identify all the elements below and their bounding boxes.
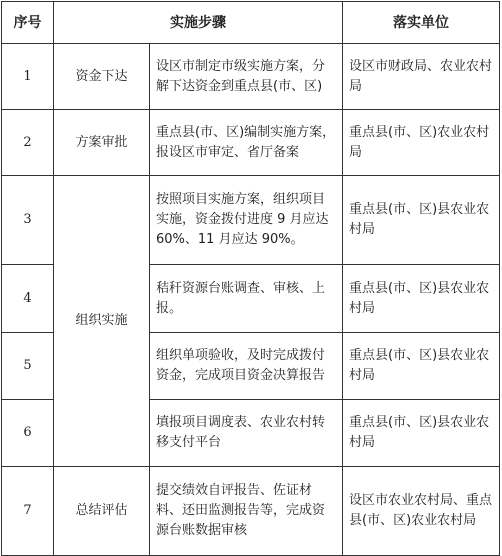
row-unit: 重点县(市、区)县农业农村局 <box>343 400 500 467</box>
row-step: 按照项目实施方案，组织项目实施，资金拨付进度 9 月应达 60%、11 月应达 90%。 <box>150 176 343 265</box>
implementation-steps-table <box>1 1 500 556</box>
table-row <box>2 467 500 556</box>
row-seq: 3 <box>2 176 54 265</box>
row-unit: 重点县(市、区)农业农村局 <box>343 110 500 176</box>
row-step: 设区市制定市级实施方案，分解下达资金到重点县(市、区) <box>150 44 343 110</box>
header-steps: 实施步骤 <box>54 2 343 44</box>
row-unit: 设区市财政局、农业农村局 <box>343 44 500 110</box>
table-row <box>2 44 500 110</box>
row-seq: 5 <box>2 333 54 400</box>
row-unit: 重点县(市、区)县农业农村局 <box>343 176 500 265</box>
header-row <box>2 2 500 44</box>
header-unit: 落实单位 <box>343 2 500 44</box>
row-step: 提交绩效自评报告、佐证材料、还田监测报告等，完成资源台账数据审核 <box>150 467 343 556</box>
row-unit: 重点县(市、区)县农业农村局 <box>343 333 500 400</box>
row-unit: 重点县(市、区)县农业农村局 <box>343 265 500 333</box>
row-phase: 资金下达 <box>54 44 150 110</box>
row-phase-merged: 组织实施 <box>54 176 150 467</box>
row-phase: 方案审批 <box>54 110 150 176</box>
row-step: 重点县(市、区)编制实施方案，报设区市审定、省厅备案 <box>150 110 343 176</box>
row-step: 秸秆资源台账调查、审核、上报。 <box>150 265 343 333</box>
row-seq: 7 <box>2 467 54 556</box>
header-seq: 序号 <box>2 2 54 44</box>
row-phase: 总结评估 <box>54 467 150 556</box>
row-seq: 4 <box>2 265 54 333</box>
row-step: 填报项目调度表、农业农村转移支付平台 <box>150 400 343 467</box>
row-seq: 2 <box>2 110 54 176</box>
table-row <box>2 110 500 176</box>
table-row <box>2 176 500 265</box>
row-seq: 1 <box>2 44 54 110</box>
row-step: 组织单项验收，及时完成拨付资金，完成项目资金决算报告 <box>150 333 343 400</box>
row-seq: 6 <box>2 400 54 467</box>
row-unit: 设区市农业农村局、重点县(市、区)农业农村局 <box>343 467 500 556</box>
